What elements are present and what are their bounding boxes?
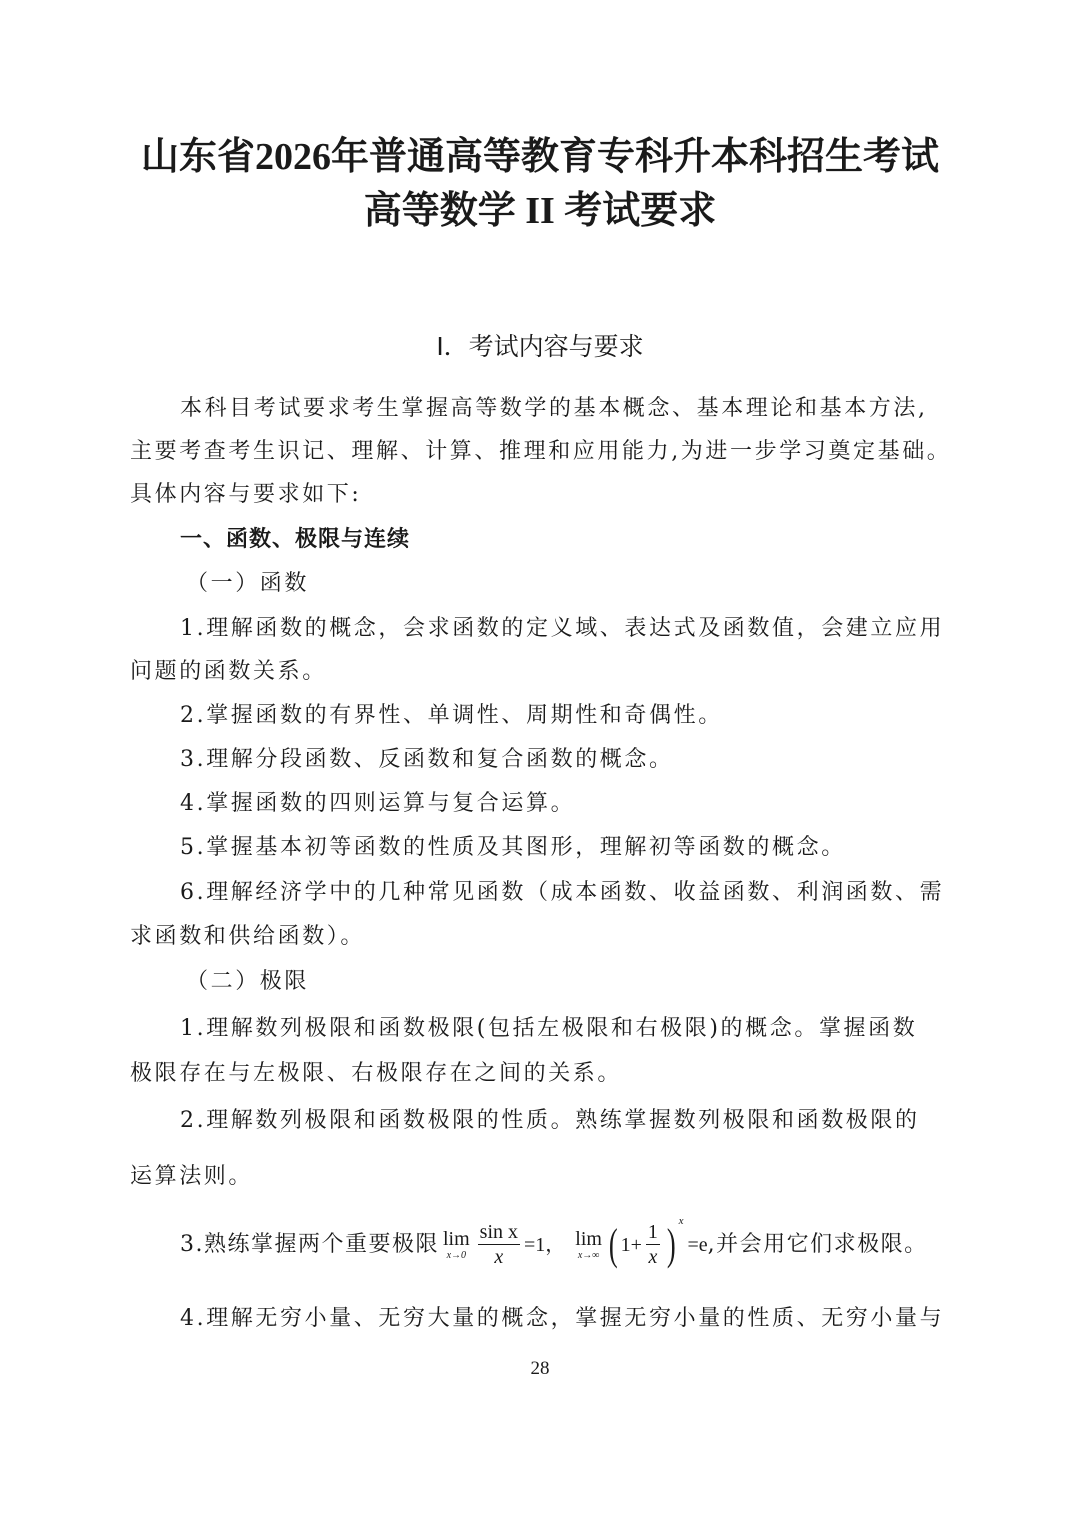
limit-item-1-line-2: 极限存在与左极限、右极限存在之间的关系。 [130, 1061, 623, 1086]
section-heading: I．考试内容与要求 [436, 332, 644, 361]
lim-word: lim [575, 1227, 602, 1250]
limit-item-2-line-2: 运算法则。 [130, 1164, 254, 1189]
function-item-4: 4.掌握函数的四则运算与复合运算。 [180, 791, 576, 816]
function-item-6-line-1: 6.理解经济学中的几种常见函数（成本函数、收益函数、利润函数、需 [180, 880, 945, 905]
limit-item-4-line-1: 4.理解无穷小量、无穷大量的概念，掌握无穷小量的性质、无穷小量与 [180, 1306, 945, 1331]
chapter-heading: 一、函数、极限与连续 [180, 527, 411, 552]
intro-line-2: 主要考查考生识记、理解、计算、推理和应用能力,为进一步学习奠定基础。 [130, 439, 952, 464]
function-item-6-line-2: 求函数和供给函数）。 [130, 924, 366, 949]
exponent: x [678, 1215, 684, 1227]
limit-item-3 [180, 1215, 928, 1269]
function-item-5: 5.掌握基本初等函数的性质及其图形，理解初等函数的概念。 [180, 835, 846, 860]
lim-operator [575, 1229, 602, 1261]
important-limit-e [571, 1215, 708, 1269]
lim-word: lim [443, 1227, 470, 1250]
fraction [646, 1222, 660, 1267]
left-paren: ( [608, 1219, 618, 1269]
lim-operator [443, 1229, 470, 1261]
lim-subscript: x→0 [446, 1249, 467, 1261]
fraction-denominator: x [648, 1246, 658, 1268]
limit-item-3-prefix: 3.熟练掌握两个重要极限 [180, 1231, 439, 1257]
limit-result: =e [687, 1233, 708, 1256]
document-title-line-1: 山东省2026年普通高等教育专科升本科招生考试 [140, 136, 939, 178]
page-number: 28 [530, 1358, 550, 1379]
subsection-heading-functions: （一）函数 [186, 571, 310, 596]
function-item-1-line-2: 问题的函数关系。 [130, 659, 327, 684]
intro-line-3: 具体内容与要求如下: [130, 482, 362, 507]
function-item-1-line-1: 1.理解函数的概念，会求函数的定义域、表达式及函数值，会建立应用 [180, 616, 945, 641]
fraction-numerator: sin x [479, 1221, 519, 1243]
limit-result: =1， [524, 1233, 566, 1256]
document-title-line-2: 高等数学 II 考试要求 [363, 190, 717, 232]
limit-item-2-line-1: 2.理解数列极限和函数极限的性质。熟练掌握数列极限和函数极限的 [180, 1108, 920, 1133]
limit-item-3-suffix: ,并会用它们求极限。 [707, 1231, 928, 1257]
function-item-3: 3.理解分段函数、反函数和复合函数的概念。 [180, 747, 674, 772]
limit-item-1-line-1: 1.理解数列极限和函数极限(包括左极限和右极限)的概念。掌握函数 [180, 1016, 918, 1041]
fraction [478, 1222, 520, 1267]
fraction-denominator: x [494, 1246, 504, 1268]
function-item-2: 2.掌握函数的有界性、单调性、周期性和奇偶性。 [180, 703, 723, 728]
subsection-heading-limits: （二）极限 [186, 969, 310, 994]
important-limit-sinx-over-x [439, 1222, 565, 1267]
intro-line-1: 本科目考试要求考生掌握高等数学的基本概念、基本理论和基本方法, [180, 396, 928, 421]
fraction-numerator: 1 [647, 1221, 658, 1243]
right-paren: ) [666, 1219, 676, 1269]
one-plus: 1+ [620, 1233, 642, 1256]
lim-subscript: x→∞ [577, 1249, 600, 1261]
